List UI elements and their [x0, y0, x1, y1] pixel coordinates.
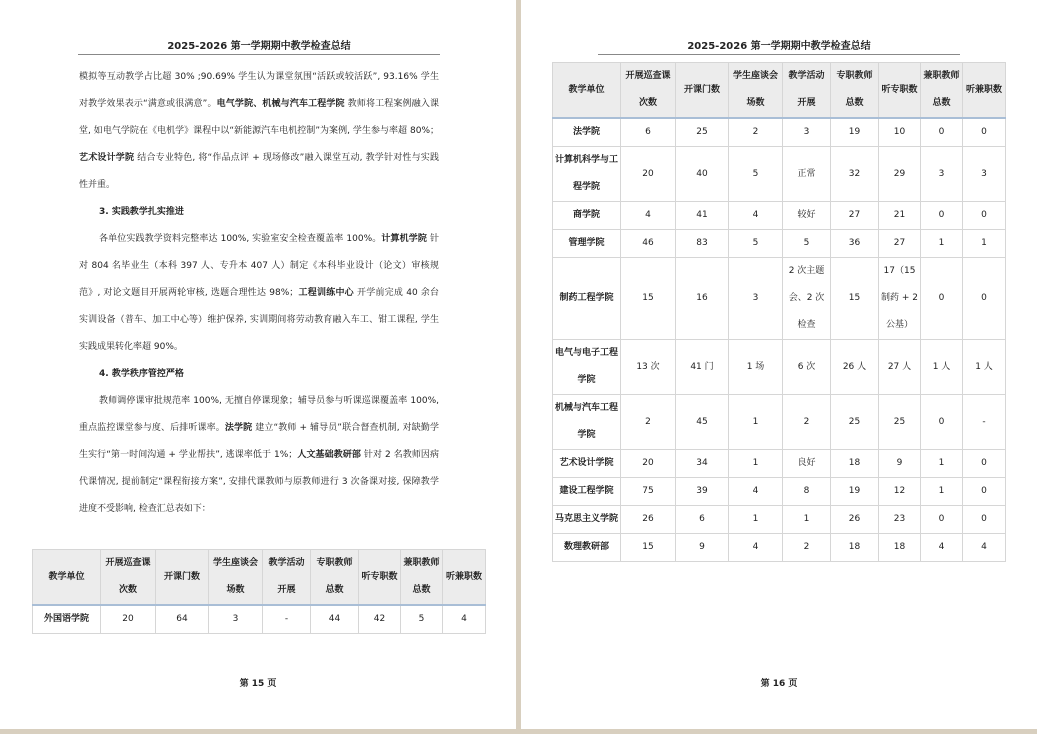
table-cell: 26 人 — [831, 340, 879, 395]
table-cell: - — [263, 605, 311, 634]
table-cell: 0 — [921, 258, 963, 340]
table-cell: 26 — [831, 506, 879, 534]
table-row — [33, 605, 486, 634]
text-span: 教师调停课审批规范率 100%, 无擅自停课现象；辅导员参与听课巡课覆盖率 100%, 重点监控课堂参与度、后排听课率。 — [79, 396, 439, 433]
unit-name-cell: 计算机科学与工程学院 — [553, 147, 621, 202]
table-cell: 2 — [621, 395, 676, 450]
table-cell: 0 — [963, 258, 1006, 340]
table-row — [553, 340, 1006, 395]
table-cell: 19 — [831, 478, 879, 506]
paragraph-teaching-order — [79, 388, 439, 523]
table-cell: 23 — [879, 506, 921, 534]
table-row — [553, 395, 1006, 450]
table-cell: 5 — [729, 230, 783, 258]
inspection-summary-table — [552, 62, 1006, 562]
table-cell: 3 — [783, 118, 831, 147]
table-cell: 18 — [879, 534, 921, 562]
table-cell: 25 — [879, 395, 921, 450]
table-cell: 75 — [621, 478, 676, 506]
unit-name-cell: 艺术设计学院 — [553, 450, 621, 478]
text-span: 针对 804 名毕业生（本科 397 人、专升本 407 人）制定《本科毕业设计（论文）审核规范》, 对论文题目开展两轮审核, 选题合理性达 98%； — [79, 234, 439, 298]
table-cell: 1 — [921, 450, 963, 478]
table-cell: 36 — [831, 230, 879, 258]
table-cell: 0 — [921, 202, 963, 230]
table-cell: 20 — [621, 147, 676, 202]
table-cell: 15 — [831, 258, 879, 340]
table-row — [553, 202, 1006, 230]
section-heading-3: 3. 实践教学扎实推进 — [99, 207, 184, 217]
table-cell: 3 — [921, 147, 963, 202]
table-header-row — [553, 63, 1006, 119]
table-cell: 9 — [879, 450, 921, 478]
text-span: 开学前完成 40 余台实训设备（普车、加工中心等）维护保养, 实训期间将劳动教育融入车工、钳工课程, 学生实践成果转化率超 90%。 — [79, 288, 439, 352]
table-cell: 41 门 — [676, 340, 729, 395]
table-cell: 12 — [879, 478, 921, 506]
text-span: 结合专业特色, 将“作品点评 + 现场修改”融入课堂互动, 教学针对性与实践性并重。 — [79, 153, 439, 190]
table-cell: 39 — [676, 478, 729, 506]
table-cell: 27 — [879, 230, 921, 258]
table-cell: 4 — [963, 534, 1006, 562]
table-cell: 0 — [963, 506, 1006, 534]
unit-name-cell: 商学院 — [553, 202, 621, 230]
section-heading-4: 4. 教学秩序管控严格 — [99, 369, 184, 379]
page-header: 2025-2026 第一学期期中教学检查总结 — [598, 37, 960, 55]
unit-name-cell: 外国语学院 — [33, 605, 101, 634]
column-header: 兼职教师总数 — [401, 550, 443, 606]
table-cell: - — [963, 395, 1006, 450]
table-row — [553, 478, 1006, 506]
column-header: 听专职数 — [359, 550, 401, 606]
unit-name-cell: 管理学院 — [553, 230, 621, 258]
table-row — [553, 230, 1006, 258]
table-cell: 良好 — [783, 450, 831, 478]
column-header: 开展巡查课次数 — [101, 550, 156, 606]
table-cell: 4 — [921, 534, 963, 562]
table-cell: 1 — [729, 450, 783, 478]
table-cell: 0 — [921, 395, 963, 450]
table-cell: 5 — [401, 605, 443, 634]
table-cell: 32 — [831, 147, 879, 202]
table-cell: 3 — [729, 258, 783, 340]
unit-name-cell: 建设工程学院 — [553, 478, 621, 506]
table-cell: 17（15 制药 + 2 公基） — [879, 258, 921, 340]
table-cell: 0 — [963, 118, 1006, 147]
table-cell: 4 — [729, 202, 783, 230]
table-cell: 29 — [879, 147, 921, 202]
text-span: 针对 2 名教师因病代课情况, 提前制定“课程衔接方案”, 安排代课教师与原教师进行 3 次备课对接, 保障教学进度不受影响, 检查汇总表如下： — [79, 450, 440, 514]
page-number: 第 16 页 — [760, 679, 798, 689]
table-cell: 4 — [443, 605, 486, 634]
table-row — [553, 534, 1006, 562]
table-cell: 10 — [879, 118, 921, 147]
table-cell: 18 — [831, 450, 879, 478]
table-header-row — [33, 550, 486, 606]
bold-span: 法学院 — [224, 423, 253, 433]
text-span: 教师将工程案例融入课堂, 如电气学院在《电机学》课程中以“新能源汽车电机控制”为案例, 学生参与率超 80%； — [79, 99, 439, 136]
text-span: 建立“教师 + 辅导员”联合督查机制, 对缺勤学生实行“第一时间沟通 + 学业帮扶”, 逃课率低于 1%； — [79, 423, 439, 460]
unit-name-cell: 法学院 — [553, 118, 621, 147]
table-cell: 8 — [783, 478, 831, 506]
column-header: 学生座谈会场数 — [729, 63, 783, 119]
column-header: 专职教师总数 — [311, 550, 359, 606]
table-cell: 20 — [101, 605, 156, 634]
column-header: 开课门数 — [156, 550, 209, 606]
table-cell: 1 人 — [921, 340, 963, 395]
table-cell: 46 — [621, 230, 676, 258]
bold-span: 工程训练中心 — [298, 288, 354, 298]
table-cell: 0 — [963, 478, 1006, 506]
text-span: 模拟等互动教学占比超 30% ;90.69% 学生认为课堂氛围“活跃或较活跃”, 93.16% 学生对教学效果表示“满意或很满意”。 — [79, 72, 439, 109]
table-cell: 19 — [831, 118, 879, 147]
table-cell: 2 — [783, 395, 831, 450]
table-cell: 27 — [831, 202, 879, 230]
table-cell: 0 — [963, 450, 1006, 478]
column-header: 开展巡查课次数 — [621, 63, 676, 119]
table-body — [33, 605, 486, 634]
text-span: 各单位实践教学资料完整率达 100%, 实验室安全检查覆盖率 100%。 — [99, 234, 382, 244]
column-header: 听专职数 — [879, 63, 921, 119]
column-header: 教学活动开展 — [263, 550, 311, 606]
table-cell: 27 人 — [879, 340, 921, 395]
unit-name-cell: 数理教研部 — [553, 534, 621, 562]
table-cell: 1 — [921, 230, 963, 258]
table-cell: 5 — [783, 230, 831, 258]
table-cell: 1 — [963, 230, 1006, 258]
table-cell: 21 — [879, 202, 921, 230]
table-cell: 25 — [831, 395, 879, 450]
table-cell: 6 次 — [783, 340, 831, 395]
table-cell: 4 — [729, 478, 783, 506]
column-header: 教学活动开展 — [783, 63, 831, 119]
unit-name-cell: 制药工程学院 — [553, 258, 621, 340]
table-cell: 1 — [921, 478, 963, 506]
page-16 — [521, 0, 1037, 729]
table-cell: 41 — [676, 202, 729, 230]
table-cell: 2 — [783, 534, 831, 562]
table-body — [553, 118, 1006, 562]
page-15 — [0, 0, 516, 729]
table-cell: 15 — [621, 534, 676, 562]
table-cell: 正常 — [783, 147, 831, 202]
column-header: 听兼职数 — [963, 63, 1006, 119]
table-cell: 2 次主题会、2 次检查 — [783, 258, 831, 340]
table-cell: 1 — [729, 506, 783, 534]
table-cell: 0 — [921, 118, 963, 147]
table-cell: 34 — [676, 450, 729, 478]
table-cell: 4 — [729, 534, 783, 562]
table-cell: 40 — [676, 147, 729, 202]
bold-span: 电气学院、机械与汽车工程学院 — [216, 99, 345, 109]
table-cell: 0 — [963, 202, 1006, 230]
column-header: 开课门数 — [676, 63, 729, 119]
table-cell: 64 — [156, 605, 209, 634]
table-cell: 25 — [676, 118, 729, 147]
inspection-summary-table — [32, 549, 486, 634]
paragraph-practice-teaching — [79, 226, 439, 361]
table-cell: 15 — [621, 258, 676, 340]
table-cell: 9 — [676, 534, 729, 562]
table-cell: 5 — [729, 147, 783, 202]
table-cell: 42 — [359, 605, 401, 634]
table-row — [553, 258, 1006, 340]
column-header: 听兼职数 — [443, 550, 486, 606]
table-cell: 较好 — [783, 202, 831, 230]
body-text — [79, 64, 439, 523]
bold-span: 人文基础教研部 — [297, 450, 361, 460]
paragraph-interactive-teaching — [79, 64, 439, 199]
table-cell: 1 — [729, 395, 783, 450]
table-cell: 83 — [676, 230, 729, 258]
table-cell: 6 — [676, 506, 729, 534]
column-header: 学生座谈会场数 — [209, 550, 263, 606]
unit-name-cell: 机械与汽车工程学院 — [553, 395, 621, 450]
column-header: 教学单位 — [553, 63, 621, 119]
page-number: 第 15 页 — [239, 679, 277, 689]
column-header: 专职教师总数 — [831, 63, 879, 119]
table-cell: 18 — [831, 534, 879, 562]
table-cell: 6 — [621, 118, 676, 147]
table-cell: 3 — [963, 147, 1006, 202]
table-cell: 2 — [729, 118, 783, 147]
table-cell: 20 — [621, 450, 676, 478]
table-cell: 1 人 — [963, 340, 1006, 395]
table-cell: 1 场 — [729, 340, 783, 395]
table-cell: 3 — [209, 605, 263, 634]
bold-span: 计算机学院 — [381, 234, 427, 244]
table-cell: 4 — [621, 202, 676, 230]
unit-name-cell: 电气与电子工程学院 — [553, 340, 621, 395]
table-cell: 13 次 — [621, 340, 676, 395]
column-header: 兼职教师总数 — [921, 63, 963, 119]
table-cell: 45 — [676, 395, 729, 450]
table-cell: 16 — [676, 258, 729, 340]
unit-name-cell: 马克思主义学院 — [553, 506, 621, 534]
table-row — [553, 147, 1006, 202]
table-row — [553, 118, 1006, 147]
table-row — [553, 506, 1006, 534]
bold-span: 艺术设计学院 — [79, 153, 135, 163]
table-cell: 26 — [621, 506, 676, 534]
table-row — [553, 450, 1006, 478]
page-header: 2025-2026 第一学期期中教学检查总结 — [78, 37, 440, 55]
table-cell: 1 — [783, 506, 831, 534]
column-header: 教学单位 — [33, 550, 101, 606]
table-cell: 44 — [311, 605, 359, 634]
table-cell: 0 — [921, 506, 963, 534]
